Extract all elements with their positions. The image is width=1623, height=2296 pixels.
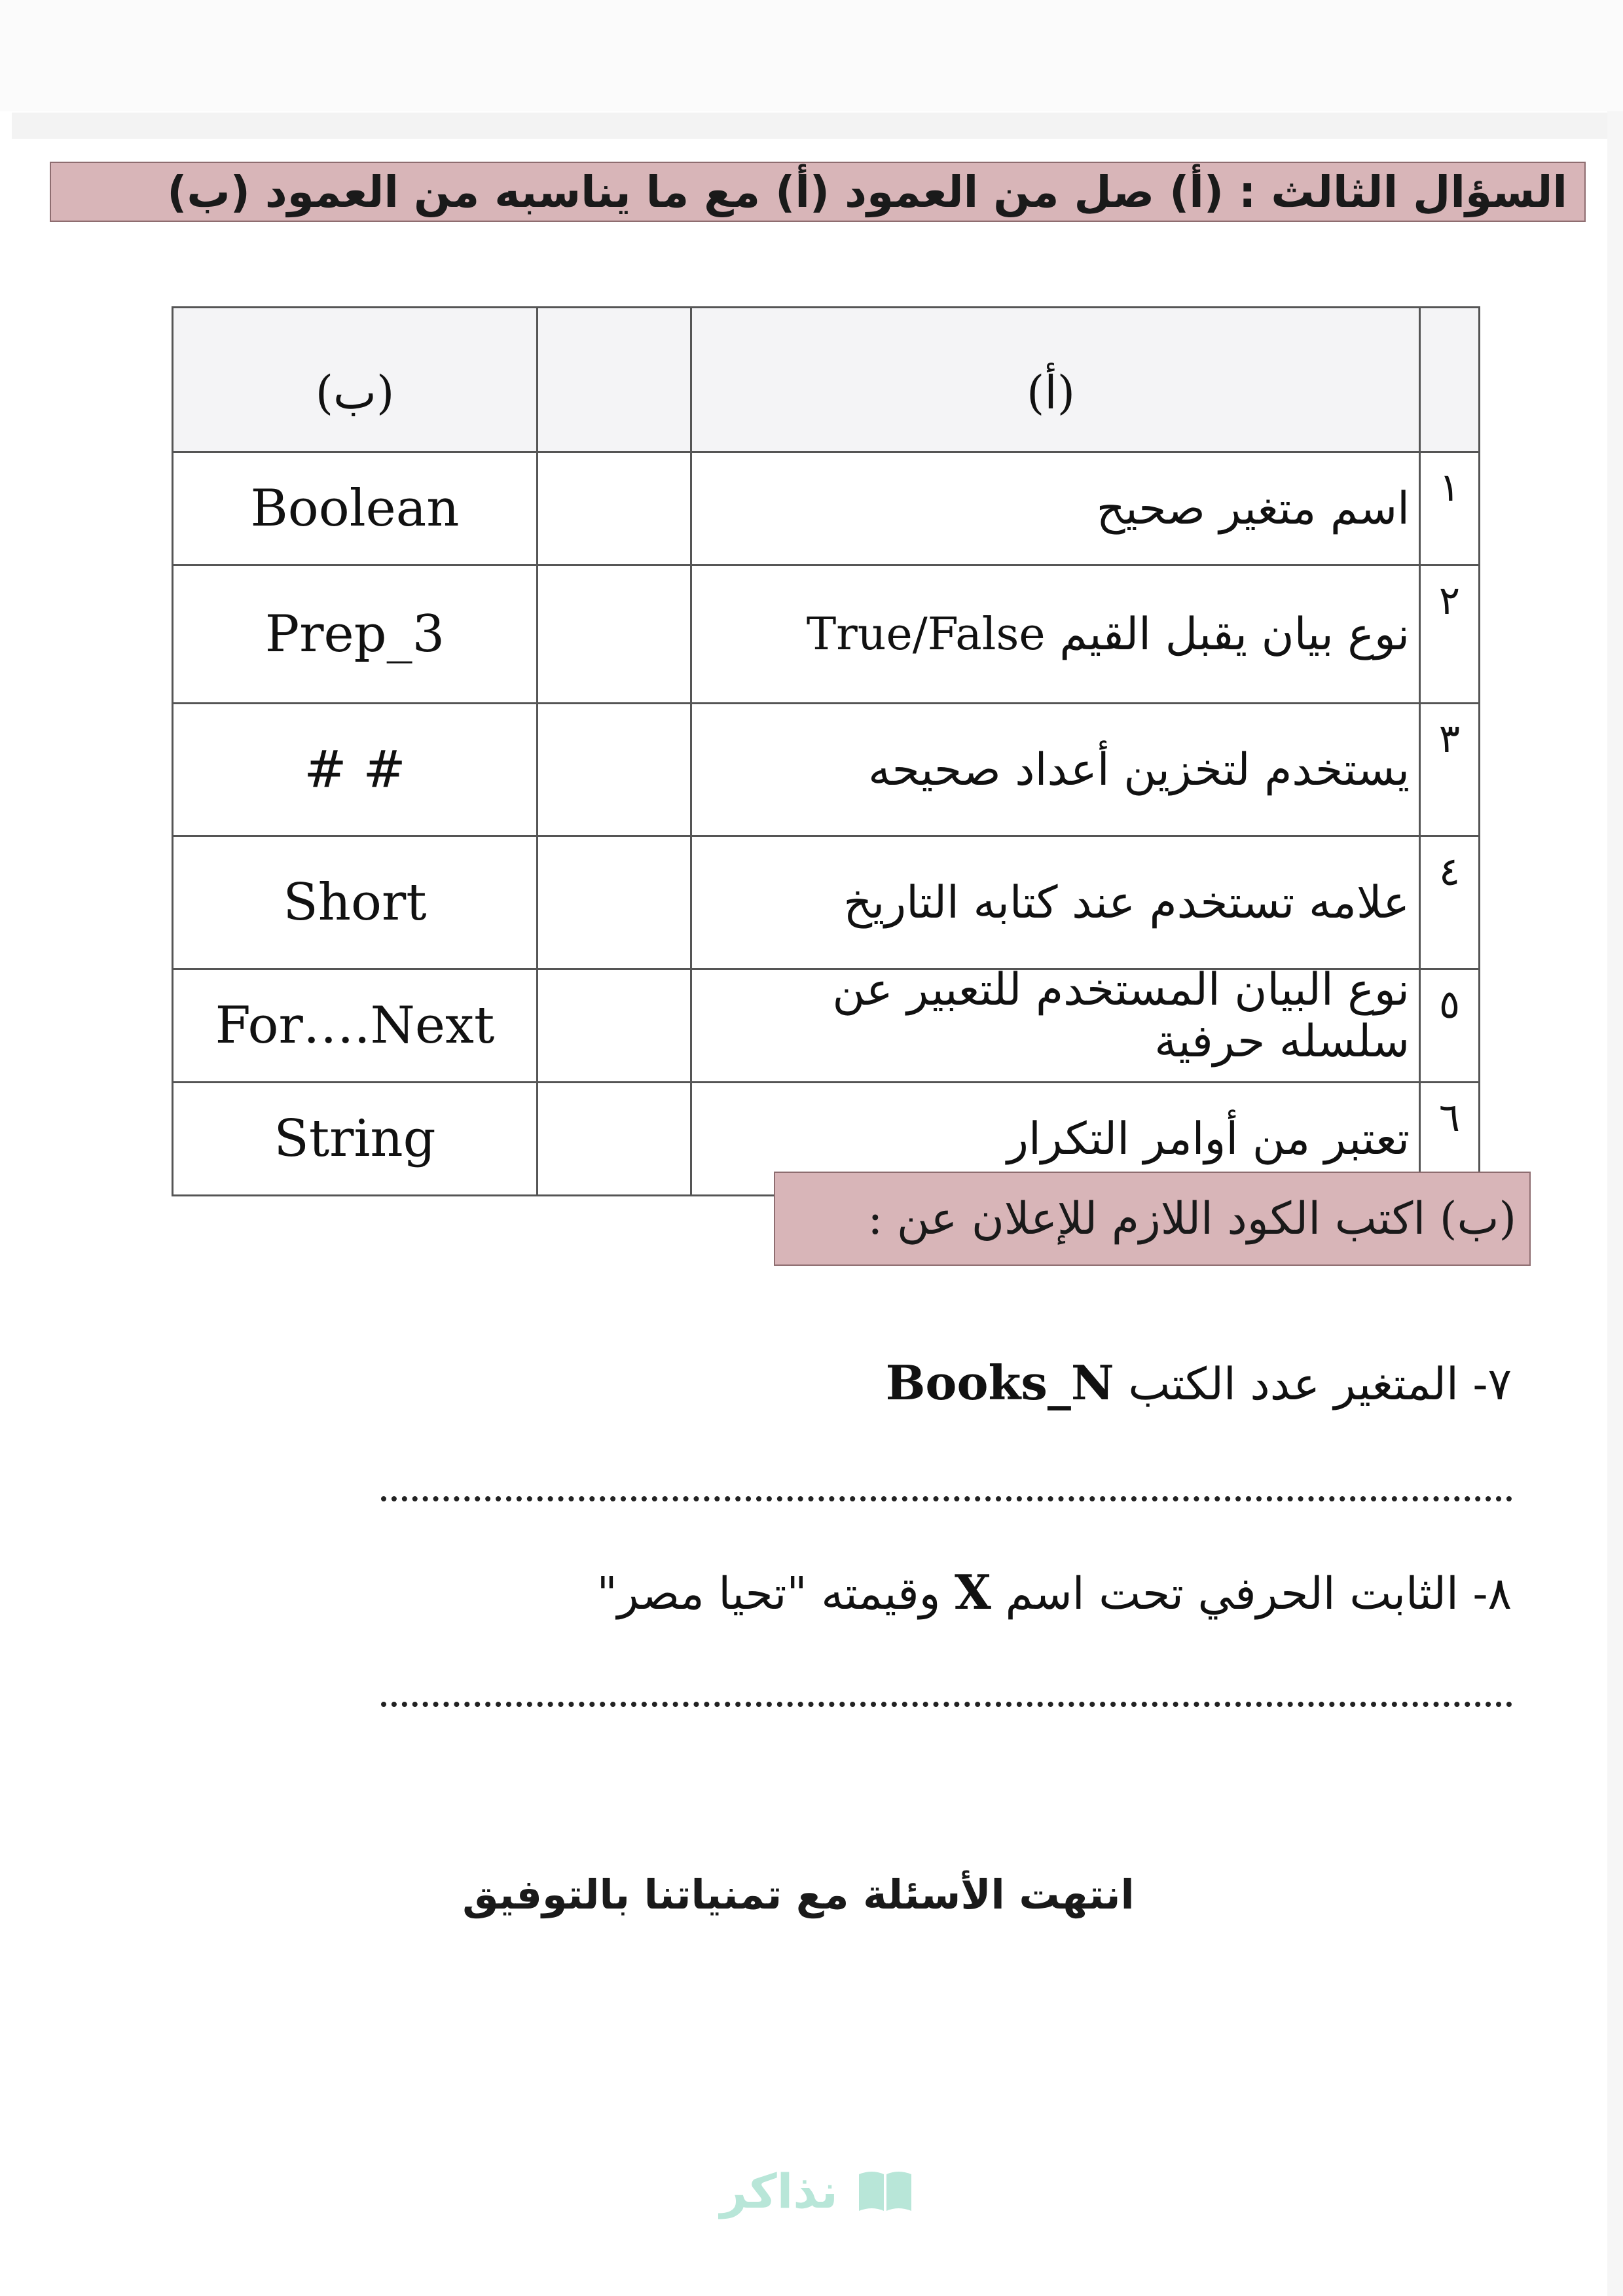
question-7-code: Books_N bbox=[885, 1355, 1114, 1410]
row-number: ٤ bbox=[1420, 836, 1480, 969]
column-a-item bbox=[691, 565, 1420, 704]
column-b-item: String bbox=[173, 1083, 538, 1196]
table-row bbox=[173, 704, 1480, 836]
page-top-edge bbox=[12, 113, 1609, 139]
table-row bbox=[173, 452, 1480, 565]
column-a-item bbox=[691, 704, 1420, 836]
answer-cell bbox=[538, 704, 691, 836]
header-column-b: (ب) bbox=[173, 308, 538, 452]
row-number: ٢ bbox=[1420, 565, 1480, 704]
answer-line-8 bbox=[381, 1702, 1512, 1707]
column-b-item: Boolean bbox=[173, 452, 538, 565]
row-number: ١ bbox=[1420, 452, 1480, 565]
column-b-item: Short bbox=[173, 836, 538, 969]
closing-message: انتهت الأسئلة مع تمنياتنا بالتوفيق bbox=[462, 1871, 1135, 1918]
question-8 bbox=[597, 1564, 1512, 1620]
column-a-item bbox=[691, 452, 1420, 565]
answer-cell bbox=[538, 836, 691, 969]
table-header-row bbox=[173, 308, 1480, 452]
page-right-edge bbox=[1607, 111, 1623, 2296]
watermark-logo bbox=[720, 2159, 914, 2224]
column-a-text: علامه تستخدم عند كتابه التاريخ bbox=[843, 876, 1410, 929]
answer-cell bbox=[538, 452, 691, 565]
column-b-item: # # bbox=[173, 704, 538, 836]
table-row bbox=[173, 836, 1480, 969]
question-8-text: ٨- الثابت الحرفي تحت اسم bbox=[1005, 1568, 1512, 1620]
column-a-item bbox=[691, 964, 1420, 1083]
column-a-item bbox=[691, 836, 1420, 969]
header-column-a: (أ) bbox=[691, 308, 1420, 452]
answer-cell bbox=[538, 565, 691, 704]
row-number: ٦ bbox=[1420, 1083, 1480, 1196]
question-header: السؤال الثالث : (أ) صل من العمود (أ) مع ما يناسبه من العمود (ب) bbox=[50, 162, 1586, 222]
logo-text: نذاكر bbox=[720, 2164, 838, 2219]
row-number: ٥ bbox=[1420, 969, 1480, 1083]
column-a-text: اسم متغير صحيح bbox=[1096, 482, 1410, 535]
top-margin bbox=[0, 0, 1623, 111]
answer-line-7 bbox=[381, 1496, 1512, 1501]
answer-cell bbox=[538, 1083, 691, 1196]
book-icon bbox=[856, 2168, 914, 2215]
table-row bbox=[173, 565, 1480, 704]
question-7 bbox=[886, 1355, 1512, 1410]
column-b-item: For….Next bbox=[173, 969, 538, 1083]
matching-table bbox=[172, 306, 1480, 1196]
header-num-cell bbox=[1420, 308, 1480, 452]
table-row bbox=[173, 969, 1480, 1083]
column-a-text: يستخدم لتخزين أعداد صحيحه bbox=[868, 744, 1410, 796]
part-b-header: (ب) اكتب الكود اللازم للإعلان عن : bbox=[774, 1172, 1531, 1266]
question-8-code: X bbox=[955, 1564, 991, 1620]
header-answer-cell bbox=[538, 308, 691, 452]
column-a-text: تعتبر من أوامر التكرار bbox=[1007, 1113, 1410, 1165]
answer-cell bbox=[538, 969, 691, 1083]
question-7-text: ٧- المتغير عدد الكتب bbox=[1128, 1359, 1512, 1410]
question-8-value: وقيمته "تحيا مصر" bbox=[596, 1568, 941, 1620]
row-number: ٣ bbox=[1420, 704, 1480, 836]
column-a-text: نوع بيان يقبل القيم True/False bbox=[806, 608, 1410, 660]
column-b-item: Prep_3 bbox=[173, 565, 538, 704]
column-a-text: نوع البيان المستخدم للتعبير عن سلسله حرفية bbox=[832, 964, 1410, 1067]
